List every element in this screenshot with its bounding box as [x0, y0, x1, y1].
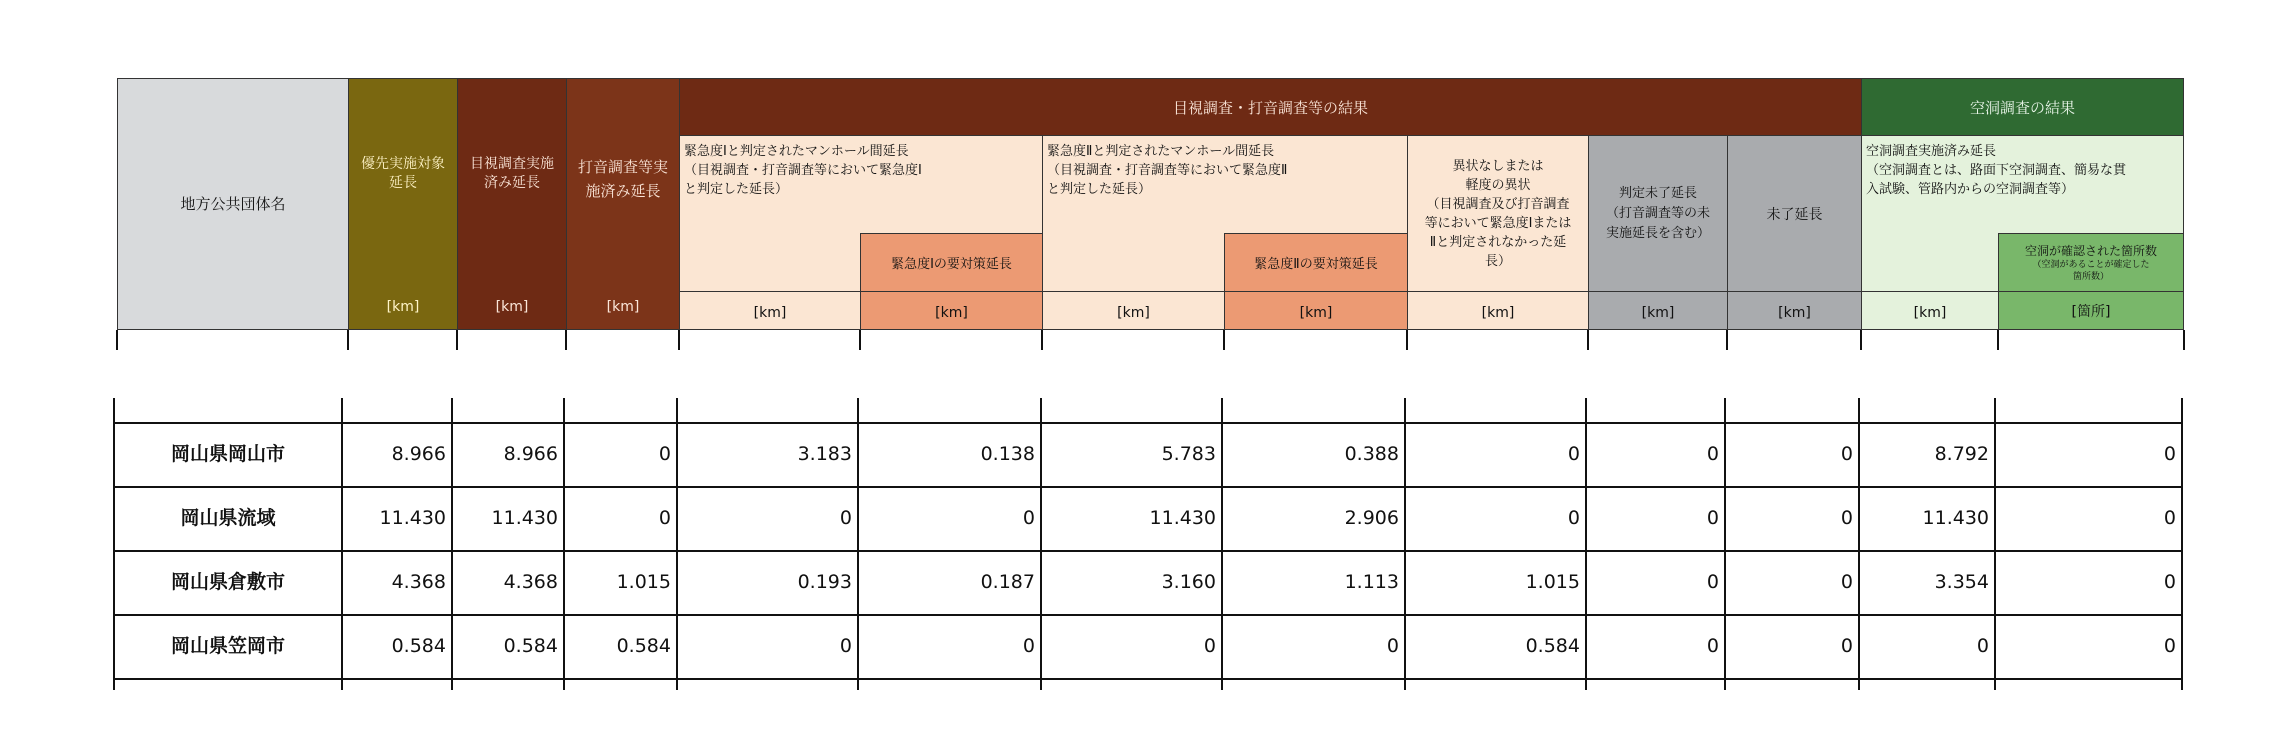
- row-cell: 0: [1840, 571, 1853, 593]
- row-separator: [113, 678, 2183, 680]
- row-separator: [113, 486, 2183, 488]
- header-group-results-label: 目視調査・打音調査等の結果: [1172, 98, 1368, 117]
- header-minor: [1407, 135, 1589, 292]
- row-cell: 0: [839, 635, 852, 657]
- row-cell: 4.368: [503, 571, 558, 593]
- row-cell: 0.584: [616, 635, 671, 657]
- header-urgency2-measure: [1224, 233, 1408, 292]
- row-cell: 0: [1567, 507, 1580, 529]
- row-cell: 0.193: [797, 571, 852, 593]
- header-urgency1-measure-label: 緊急度Ⅰの要対策延長: [891, 257, 1012, 272]
- row-entity-name: 岡山県笠岡市: [170, 635, 285, 657]
- row-cell: 0: [2163, 571, 2176, 593]
- header-urgency1-unit: [km]: [753, 305, 787, 321]
- row-separator: [113, 422, 2183, 424]
- header-sound-done: [566, 78, 680, 330]
- row-cell: 11.430: [1149, 507, 1216, 529]
- header-urgency1-measure: [860, 233, 1043, 292]
- header-cavity-count-unit: [箇所]: [2071, 304, 2111, 320]
- header-cavity-count: [1998, 233, 2184, 292]
- header-cavity-count-sub: （空洞があることが確定した 箇所数）: [2032, 259, 2150, 282]
- header-undetermined-label: 判定未了延長 （打音調査等の未 実施延長を含む）: [1605, 185, 1710, 241]
- header-undetermined: [1588, 135, 1728, 292]
- header-priority-label: 優先実施対象延長: [361, 156, 445, 191]
- header-urgency1-note: 緊急度Ⅰと判定されたマンホール間延長 （目視調査・打音調査等において緊急度Ⅰ と判定した延長）: [684, 144, 922, 197]
- header-visual-done-unit: [km]: [495, 299, 529, 315]
- row-cell: 11.430: [1922, 507, 1989, 529]
- header-cavity-unit: [km]: [1913, 305, 1947, 321]
- grid-stub: [1997, 330, 1999, 350]
- grid-stub: [678, 330, 680, 350]
- row-cell: 0: [2163, 507, 2176, 529]
- row-entity-name: 岡山県倉敷市: [170, 571, 285, 593]
- row-cell: 8.966: [391, 443, 446, 465]
- header-urgency2-note: 緊急度Ⅱと判定されたマンホール間延長 （目視調査・打音調査等において緊急度Ⅱ と判定した延長）: [1047, 144, 1288, 197]
- row-cell: 0: [1840, 507, 1853, 529]
- grid-stub: [1041, 330, 1043, 350]
- header-entity-label: 地方公共団体名: [180, 194, 286, 213]
- row-cell: 0: [1976, 635, 1989, 657]
- row-cell: 0: [1567, 443, 1580, 465]
- row-separator: [113, 614, 2183, 616]
- row-cell: 0.584: [1525, 635, 1580, 657]
- header-urgency2-measure-label: 緊急度Ⅱの要対策延長: [1254, 257, 1378, 272]
- header-urgency2-measure-unit-cell: [1224, 291, 1408, 330]
- row-cell: 0: [1706, 443, 1719, 465]
- header-urgency1-unit-cell: [679, 291, 861, 330]
- row-cell: 8.966: [503, 443, 558, 465]
- row-cell: 0: [2163, 443, 2176, 465]
- row-entity-name: 岡山県岡山市: [170, 443, 285, 465]
- row-cell: 3.354: [1934, 571, 1989, 593]
- row-cell: 0: [1706, 635, 1719, 657]
- row-cell: 0: [1840, 443, 1853, 465]
- row-cell: 2.906: [1344, 507, 1399, 529]
- row-cell: 0: [2163, 635, 2176, 657]
- grid-stub: [1860, 330, 1862, 350]
- header-incomplete-label: 未了延長: [1766, 206, 1823, 223]
- header-priority-unit: [km]: [386, 299, 420, 315]
- row-cell: 0: [1706, 571, 1719, 593]
- row-cell: 11.430: [379, 507, 446, 529]
- grid-stub: [859, 330, 861, 350]
- header-urgency2-measure-unit: [km]: [1299, 305, 1333, 321]
- grid-stub: [1587, 330, 1589, 350]
- header-incomplete-unit: [km]: [1778, 305, 1811, 321]
- row-cell: 0: [658, 507, 671, 529]
- row-cell: 0.187: [980, 571, 1035, 593]
- row-cell: 0: [1706, 507, 1719, 529]
- header-sound-done-label: 打音調査等実施済み延長: [577, 158, 668, 200]
- row-cell: 0: [1022, 507, 1035, 529]
- row-cell: 0: [1022, 635, 1035, 657]
- header-cavity-count-unit-cell: [1998, 291, 2184, 330]
- grid-stub: [565, 330, 567, 350]
- grid-stub: [456, 330, 458, 350]
- header-minor-unit: [km]: [1481, 305, 1515, 321]
- grid-stub: [1726, 330, 1728, 350]
- row-cell: 0: [1386, 635, 1399, 657]
- row-cell: 8.792: [1934, 443, 1989, 465]
- header-entity-name: [117, 78, 349, 330]
- header-cavity-count-label: 空洞が確認された箇所数: [2024, 243, 2157, 258]
- row-separator: [113, 550, 2183, 552]
- grid-stub: [347, 330, 349, 350]
- header-priority: [348, 78, 458, 330]
- header-urgency1-measure-unit: [km]: [935, 305, 968, 321]
- header-visual-done: [457, 78, 567, 330]
- header-group-cavity-label: 空洞調査の結果: [1969, 98, 2075, 117]
- header-group-cavity: [1861, 78, 2184, 136]
- header-urgency2-unit-cell: [1042, 291, 1225, 330]
- header-incomplete: [1727, 135, 1862, 292]
- row-cell: 4.368: [391, 571, 446, 593]
- row-cell: 0.584: [503, 635, 558, 657]
- grid-stub: [2183, 330, 2185, 350]
- header-sound-done-unit: [km]: [606, 299, 640, 315]
- row-cell: 1.113: [1344, 571, 1399, 593]
- header-undetermined-unit-cell: [1588, 291, 1728, 330]
- header-minor-unit-cell: [1407, 291, 1589, 330]
- header-undetermined-unit: [km]: [1641, 305, 1675, 321]
- grid-stub: [116, 330, 118, 350]
- row-cell: 0: [658, 443, 671, 465]
- row-cell: 5.783: [1161, 443, 1216, 465]
- grid-stub: [1223, 330, 1225, 350]
- row-entity-name: 岡山県流域: [180, 507, 276, 529]
- grid-line: [2181, 398, 2183, 690]
- header-cavity-unit-cell: [1861, 291, 1999, 330]
- row-cell: 1.015: [1525, 571, 1580, 593]
- grid-stub: [1406, 330, 1408, 350]
- row-cell: 0.138: [980, 443, 1035, 465]
- row-cell: 0: [1203, 635, 1216, 657]
- row-cell: 1.015: [616, 571, 671, 593]
- row-cell: 0.388: [1344, 443, 1399, 465]
- row-cell: 11.430: [491, 507, 558, 529]
- header-urgency2-unit: [km]: [1117, 305, 1150, 321]
- header-minor-label: 異状なしまたは 軽度の異状 （目視調査及び打音調査 等において緊急度Ⅰまたは Ⅱと判定されなかった延 長）: [1424, 158, 1572, 269]
- header-group-results: [679, 78, 1862, 136]
- row-cell: 3.183: [797, 443, 852, 465]
- header-cavity-note: 空洞調査実施済み延長 （空洞調査とは、路面下空洞調査、簡易な貫 入試験、管路内からの空洞調査等）: [1866, 144, 2127, 197]
- header-incomplete-unit-cell: [1727, 291, 1862, 330]
- row-cell: 0: [839, 507, 852, 529]
- row-cell: 0: [1840, 635, 1853, 657]
- header-visual-done-label: 目視調査実施済み延長: [470, 156, 554, 191]
- header-urgency1-measure-unit-cell: [860, 291, 1043, 330]
- row-cell: 0.584: [391, 635, 446, 657]
- row-cell: 3.160: [1161, 571, 1216, 593]
